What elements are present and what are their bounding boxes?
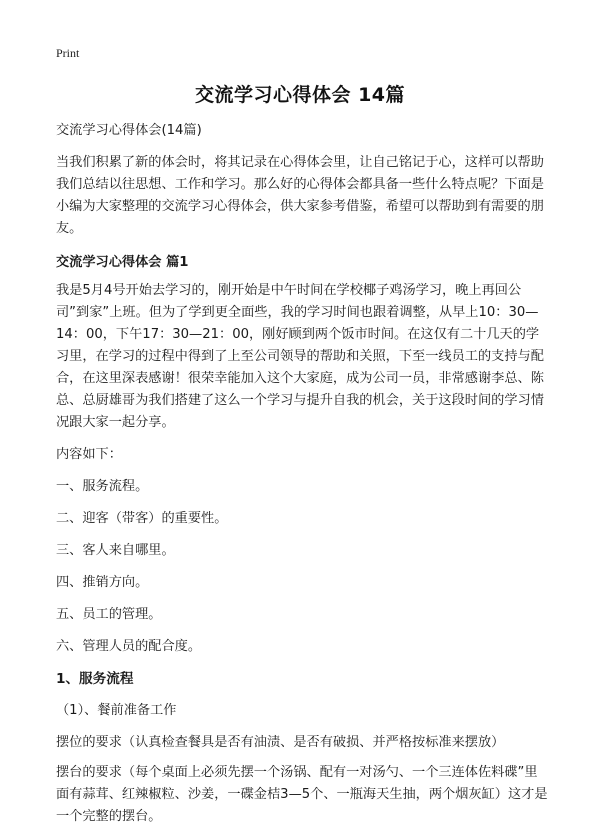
- list-item: 六、管理人员的配合度。: [56, 639, 202, 654]
- list-item: 五、员工的管理。: [56, 607, 162, 622]
- list-item: 二、迎客（带客）的重要性。: [56, 511, 228, 526]
- document-body: [56, 120, 548, 836]
- subsection-heading: 1、服务流程: [56, 671, 134, 687]
- list-item: 一、服务流程。: [56, 479, 149, 494]
- intro-paragraph: 当我们积累了新的体会时，将其记录在心得体会里，让自己铭记于心，这样可以帮助我们总结以往思想、工作和学习。那么好的心得体会都具备一些什么特点呢？下面是小编为大家整理的交流学习心得体会，供大家参考借鉴，希望可以帮助到有需要的朋友。: [56, 155, 544, 236]
- requirement-paragraph: 摆位的要求（认真检查餐具是否有油渍、是否有破损、并严格按标准来摆放）: [56, 735, 505, 750]
- document-subtitle: 交流学习心得体会(14篇): [56, 123, 202, 138]
- requirement-paragraph: 摆台的要求（每个桌面上必须先摆一个汤锅、配有一对汤勺、一个三连体佐料碟”里面有蒜茸、红辣椒粒、沙姜，一碟金桔3—5个、一瓶海天生抽，两个烟灰缸）这才是一个完整的摆台。: [56, 765, 548, 824]
- list-item: 三、客人来自哪里。: [56, 543, 175, 558]
- section-body-paragraph: 我是5月4号开始去学习的，刚开始是中午时间在学校椰子鸡汤学习，晚上再回公司”到家”上班。但为了学到更全面些，我的学习时间也跟着调整，从早上10：30—14：00，下午17：30—21：00，刚好顾到两个饭市时间。在这仅有二十几天的学习里，在学习的过程中得到了上至公司领导的帮助和关照，下至一线员工的支持与配合，在这里深表感谢！很荣幸能加入这个大家庭，成为公司一员，非常感谢李总、陈总、总厨雄哥为我们搭建了这么一个学习与提升自我的机会，关于这段时间的学习情况跟大家一起分享。: [56, 283, 544, 430]
- section-heading: 交流学习心得体会 篇1: [56, 255, 189, 270]
- list-lead: 内容如下：: [56, 447, 122, 462]
- sub-step-label: （1）、餐前准备工作: [56, 703, 177, 718]
- print-label: Print: [56, 46, 80, 60]
- document-title: 交流学习心得体会 14篇: [194, 84, 406, 106]
- list-item: 四、推销方向。: [56, 575, 149, 590]
